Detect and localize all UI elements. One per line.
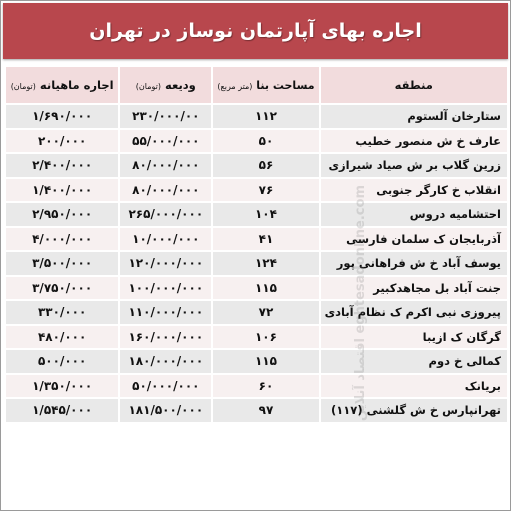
cell-rent: ۲۰۰/۰۰۰ [6, 130, 118, 153]
cell-rent: ۲/۹۵۰/۰۰۰ [6, 203, 118, 226]
cell-deposit: ۵۵/۰۰۰/۰۰۰ [120, 130, 211, 153]
cell-rent: ۱/۳۵۰/۰۰۰ [6, 375, 118, 398]
table-row [6, 203, 507, 226]
cell-region: یوسف آباد خ ش فراهانی پور [321, 252, 507, 275]
cell-region: آذربایجان ک سلمان فارسی [321, 228, 507, 251]
cell-area: ۱۱۵ [213, 277, 318, 300]
cell-rent: ۱/۶۹۰/۰۰۰ [6, 105, 118, 128]
header-area: مساحت بنا (متر مربع) [213, 67, 318, 103]
cell-area: ۷۶ [213, 179, 318, 202]
cell-region: عارف خ ش منصور خطیب [321, 130, 507, 153]
cell-region: پیروزی نبی اکرم ک نظام آبادی [321, 301, 507, 324]
cell-deposit: ۱۰/۰۰۰/۰۰۰ [120, 228, 211, 251]
cell-deposit: ۵۰/۰۰۰/۰۰۰ [120, 375, 211, 398]
cell-area: ۱۱۲ [213, 105, 318, 128]
cell-rent: ۱/۴۰۰/۰۰۰ [6, 179, 118, 202]
cell-deposit: ۱۸۱/۵۰۰/۰۰۰ [120, 399, 211, 422]
header-rent: اجاره ماهیانه (تومان) [6, 67, 118, 103]
cell-region: تهرانپارس خ ش گلشنی (۱۱۷) [321, 399, 507, 422]
cell-rent: ۳/۷۵۰/۰۰۰ [6, 277, 118, 300]
table-row [6, 326, 507, 349]
cell-rent: ۱/۵۴۵/۰۰۰ [6, 399, 118, 422]
watermark: اقتصاد آنلاین eghtesadonline.com [353, 185, 368, 421]
cell-deposit: ۲۳۰/۰۰۰/۰۰ [120, 105, 211, 128]
table-row [6, 228, 507, 251]
cell-region: انقلاب خ کارگر جنوبی [321, 179, 507, 202]
cell-rent: ۴۸۰/۰۰۰ [6, 326, 118, 349]
cell-deposit: ۸۰/۰۰۰/۰۰۰ [120, 154, 211, 177]
table-header-row [6, 67, 507, 103]
cell-rent: ۲/۴۰۰/۰۰۰ [6, 154, 118, 177]
page-title: اجاره بهای آپارتمان نوساز در تهران [89, 20, 422, 42]
cell-region: ستارخان آلستوم [321, 105, 507, 128]
cell-area: ۱۱۵ [213, 350, 318, 373]
cell-region: جنت آباد بل مجاهدکبیر [321, 277, 507, 300]
cell-area: ۱۰۴ [213, 203, 318, 226]
cell-region: گرگان ک ازیبا [321, 326, 507, 349]
cell-deposit: ۱۲۰/۰۰۰/۰۰۰ [120, 252, 211, 275]
cell-rent: ۳۳۰/۰۰۰ [6, 301, 118, 324]
cell-region: کمالی خ دوم [321, 350, 507, 373]
table-row [6, 130, 507, 153]
cell-region: احتشامیه دروس [321, 203, 507, 226]
rent-table [4, 65, 509, 424]
cell-deposit: ۱۸۰/۰۰۰/۰۰۰ [120, 350, 211, 373]
header-deposit: ودیعه (تومان) [120, 67, 211, 103]
cell-area: ۵۶ [213, 154, 318, 177]
table-row [6, 154, 507, 177]
cell-area: ۷۲ [213, 301, 318, 324]
title-bar [3, 3, 508, 59]
cell-area: ۱۲۴ [213, 252, 318, 275]
cell-deposit: ۱۱۰/۰۰۰/۰۰۰ [120, 301, 211, 324]
cell-deposit: ۱۰۰/۰۰۰/۰۰۰ [120, 277, 211, 300]
cell-area: ۶۰ [213, 375, 318, 398]
table-row [6, 277, 507, 300]
cell-region: زرین گلاب بر ش صیاد شیرازی [321, 154, 507, 177]
cell-area: ۴۱ [213, 228, 318, 251]
cell-rent: ۴/۰۰۰/۰۰۰ [6, 228, 118, 251]
table-row [6, 375, 507, 398]
cell-deposit: ۸۰/۰۰۰/۰۰۰ [120, 179, 211, 202]
cell-area: ۹۷ [213, 399, 318, 422]
cell-region: بریانک [321, 375, 507, 398]
table-row [6, 350, 507, 373]
cell-rent: ۳/۵۰۰/۰۰۰ [6, 252, 118, 275]
cell-area: ۵۰ [213, 130, 318, 153]
table-row [6, 301, 507, 324]
table-row [6, 252, 507, 275]
cell-deposit: ۲۶۵/۰۰۰/۰۰۰ [120, 203, 211, 226]
table-row [6, 179, 507, 202]
cell-area: ۱۰۶ [213, 326, 318, 349]
table-row [6, 105, 507, 128]
table-body [6, 105, 507, 422]
header-region: منطقه [321, 67, 507, 103]
cell-deposit: ۱۶۰/۰۰۰/۰۰۰ [120, 326, 211, 349]
table-row [6, 399, 507, 422]
cell-rent: ۵۰۰/۰۰۰ [6, 350, 118, 373]
